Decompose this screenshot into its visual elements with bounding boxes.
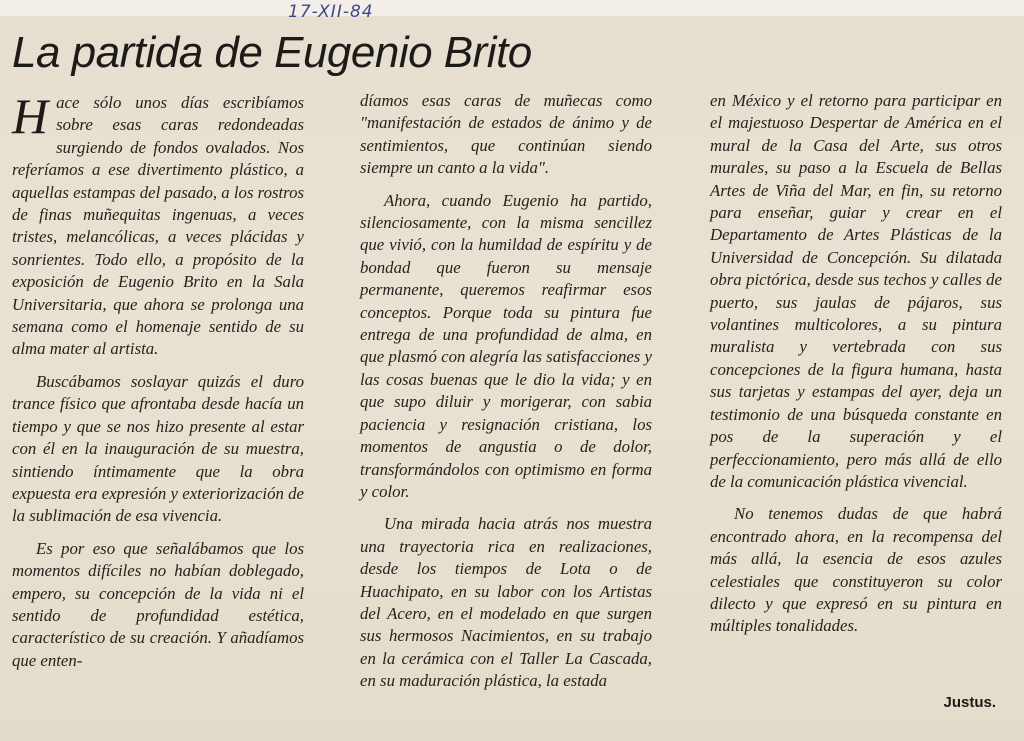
article-headline: La partida de Eugenio Brito xyxy=(12,28,532,77)
paragraph: Buscábamos soslayar quizás el duro trance físico que afrontaba desde hacía un tiempo y que se nos hizo presente al estar con él en la inauguración de su muestra, sintiendo íntimamente que la obra expuesta era expresión y exteriorización de la sublimación de esa vivencia. xyxy=(12,371,304,526)
paragraph: Es por eso que señalábamos que los momentos difíciles no habían doblegado, empero, su concepción de la vida ni el sentido de profundidad estética, característico de su creación. Y añadíamos que enten- xyxy=(12,538,304,670)
paragraph: No tenemos dudas de que habrá encontrado ahora, en la recompensa del más allá, la esencia de esos azules celestiales que constituyeron su color dilecto y que expresó en su pintura en múltiples tonalidades. xyxy=(710,504,1002,636)
paragraph: Ahora, cuando Eugenio ha partido, silenciosamente, con la misma sencillez que vivió, con la humildad de espíritu y de bondad que fueron su mensaje permanente, queremos reafirmar esos conceptos. Porque toda su pintura fue entrega de una profundidad de alma, en que plasmó con alegría las satisfacciones y las cosas buenas que le dio la vida; y en que supo diluir y morigerar, con sabia paciencia y resignación cristiana, los momentos de angustia o de dolor, transformándolos con optimismo en forma y color. xyxy=(360,190,652,501)
paragraph: en México y el retorno para participar en el majestuoso Despertar de América en el mural de la Casa del Arte, sus otros murales, su paso a la Escuela de Bellas Artes de Viña del Mar, en fin, su retorno para enseñar, guiar y crear en el Departamento de Artes Plásticas de la Universidad de Concepción. Su dilatada obra pictórica, desde sus techos y calles de puerto, sus jaulas de pájaros, sus volantines multicolores, a su pintura muralista y vertebrada con sus concepciones de la figura humana, hasta sus tarjetas y estampas del ayer, deja un testimonio de una búsqueda constante en pos de la superación y el perfeccionamiento, pero más allá de ello de la comunicación plástica vivencial. xyxy=(710,91,1002,491)
handwritten-date: 17-XII-84 xyxy=(288,2,374,22)
paragraph-text: ace sólo unos días escribíamos sobre esas caras redondeadas surgiendo de fondos ovalados. Nos referíamos a ese divertimento plástico, a aquellas estampas del pasado, a los rostros de finas muñequitas ingenuas, a veces tristes, melancólicas, a veces plácidas y sonrientes. Todo ello, a propósito de la exposición de Eugenio Brito en la Sala Universitaria, que ahora se prolonga una semana como el homenaje sentido de su alma mater al artista. xyxy=(12,93,304,359)
paragraph: Una mirada hacia atrás nos muestra una trayectoria rica en realizaciones, desde los tiempos de Lota o de Huachipato, en su labor con los Artistas del Acero, en el modelado en que surgen sus hermosos Nacimientos, en su trabajo en la cerámica con el Taller La Cascada, en su maduración plástica, la estada xyxy=(360,514,652,691)
article-column-2 xyxy=(360,90,652,693)
author-signature: Justus. xyxy=(943,694,996,711)
article-column-3 xyxy=(710,90,1002,638)
article-column-1 xyxy=(12,88,304,672)
drop-cap: H xyxy=(12,88,49,144)
paragraph xyxy=(12,88,304,361)
paper-edge xyxy=(0,0,1024,16)
paragraph: díamos esas caras de muñecas como "manifestación de estados de ánimo y de sentimientos, que continúan siendo siempre un canto a la vida". xyxy=(360,91,652,178)
